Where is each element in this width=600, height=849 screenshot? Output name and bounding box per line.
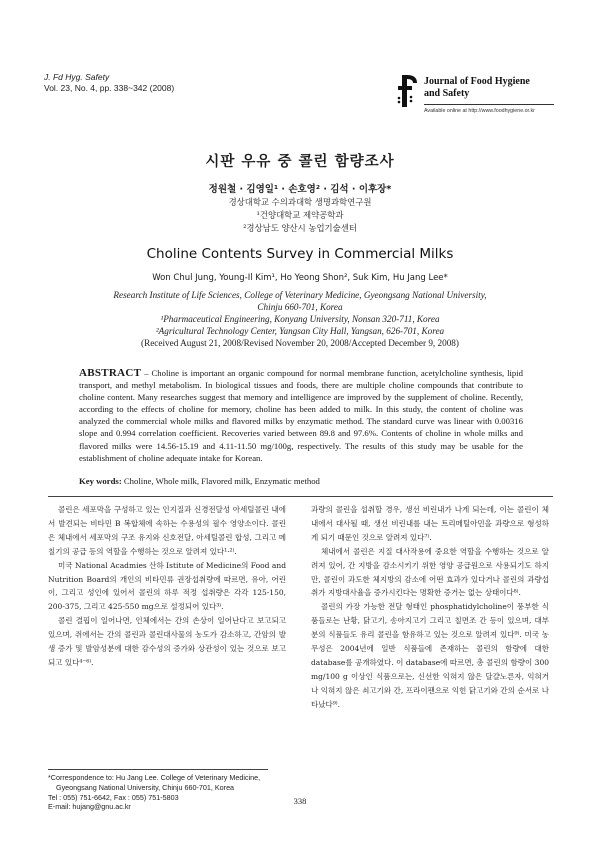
correspondence-footnote (48, 773, 286, 812)
journal-name-line2: and Safety (424, 88, 470, 99)
body-paragraph: 콜린 결핍이 일어나면, 인체에서는 간의 손상이 일어난다고 보고되고 있으며, 쥐에서는 간의 콜린과 콜린대사물의 농도가 감소하고, 간암의 발생 증가 및 발암성분에 대한 감수성의 증가와 상관성이 있는 것으로 보고되고 있다⁴⁻⁶⁾. (48, 616, 286, 667)
header-divider (424, 104, 554, 105)
journal-name-line1: Journal of Food Hygiene (424, 76, 530, 87)
body-left-column (48, 503, 286, 670)
english-affiliation-main-1: Research Institute of Life Sciences, College of Veterinary Medicine, Gyeongsang National University, (113, 290, 487, 300)
page-number: 338 (293, 796, 307, 806)
korean-title: 시판 우유 중 콜린 함량조사 (205, 154, 395, 170)
english-affiliation-main-2: Chinju 660-701, Korea (257, 302, 343, 312)
footnote-line: Gyeongsang National University, Chinju 660-701, Korea (56, 782, 235, 792)
abstract-text: – Choline is important an organic compound for normal membrane function, acetylcholine synthesis, lipid transport, and methyl metabolism. In biological tissues and foods, there are multiple choline compounds that contribute to choline content. Many researches suggest that memory and intelligence are improved by the supplement of choline. Recently, according to the effects of choline for memory, choline has been added to milk. In this study, the content of choline was analyzed the commercial whole milks and flavored milks by enzymatic method. The standard curve was linear with 0.00316 slope and 0.994 correlation coefficient. Recoveries varied between 89.8 and 97.6%. Contents of choline in whole milks and flavored milks were 14.56-15.19 and 4.11-11.50 mg/100g, respectively. The results of this study may be usable for the establishment of choline adequate intake for Korean. (79, 368, 523, 463)
body-paragraph: 체내에서 콜린은 지질 대사작용에 중요한 역할을 수행하는 것으로 알려져 있어, 간 지방을 감소시키기 위한 영양 공급원으로 사용되기도 하지만, 콜린이 과도한 체지방의 감소에 어떤 효과가 있다거나 콜린의 과량섭취가 지방대사율을 증가시킨다는 명확한 증거는 없는 상태이다⁸⁾. (311, 546, 549, 598)
english-affiliation-1: ¹Pharmaceutical Engineering, Konyang University, Nonsan 320-711, Korea (160, 314, 440, 324)
footnote-email[interactable]: E-mail: hujang@gnu.ac.kr (48, 802, 131, 812)
korean-authors: 정원철 · 김영일¹ · 손호영² · 김석 · 이후장* (208, 184, 392, 195)
english-affiliation-2: ²Agricultural Technology Center, Yangsan City Hall, Yangsan, 626-701, Korea (155, 326, 445, 336)
korean-affiliation-main: 경상대학교 수의과대학 생명과학연구원 (228, 197, 372, 207)
section-divider (48, 496, 553, 497)
body-paragraph: 미국 National Acadmies 산하 Istitute of Medicine의 Food and Nutrition Board의 개인의 비타민류 권장섭취량에 따르면, 유아, 어린이, 그리고 성인에 있어서 콜린의 하루 적정 섭취량은 각각 125-150, 200-375, 그리고 425-550 mg으로 설정되어 있다³⁾. (48, 560, 286, 612)
journal-citation (44, 72, 174, 94)
journal-logo-icon (396, 73, 418, 109)
keywords (79, 476, 529, 486)
body-right-column (311, 503, 549, 712)
korean-affiliation-1: ¹건양대학교 제약공학과 (256, 210, 344, 220)
received-dates: (Received August 21, 2008/Revised November 20, 2008/Accepted December 9, 2008) (141, 338, 459, 348)
body-paragraph: 콜린의 가장 가능한 전달 형태인 phosphatidylcholine이 풍부한 식품들로는 난황, 닭고기, 송아지고기 그리고 칠면조 간 등이 있으며, 대부분의 식품들도 유리 콜린을 함유하고 있는 것으로 알려져 있다⁹⁾. 미국 농무성은 2004년에 일반 식품들에 존재하는 콜린의 함량에 대한 database를 공개하였다. 이 database에 따르면, 총 콜린의 함량이 300 mg/100 g 이상인 식품으로는, 신선한 익혀지 않은 달걀노른자, 익혀거나 익혀지 않은 쇠고기와 간, 프라이팬으로 익힌 닭고기와 간의 순서로 나타났다⁹⁾. (311, 602, 549, 709)
footnote-divider (48, 769, 268, 770)
journal-name (424, 76, 530, 100)
body-paragraph: 콜린은 세포막을 구성하고 있는 인지질과 신경전달성 아세틸콜린 내에서 발견되는 비타민 B 복합체에 속하는 수용성의 필수 영양소이다. 콜린은 체내에서 세포막의 구조 유지와 신호전달, 아세틸콜린 합성, 그리고 메칠기의 공급 등의 역할을 수행하는 것으로 알려져 있다¹·²⁾. (48, 505, 286, 556)
footnote-line: *Correspondence to: Hu Jang Lee. College of Veterinary Medicine, (48, 773, 261, 782)
available-online-link[interactable]: Available online at http://www.foodhygiene.or.kr (424, 108, 535, 114)
body-paragraph: 과량의 콜린을 섭취할 경우, 생선 비린내가 나게 되는데, 이는 콜린이 체내에서 대사될 때, 생선 비린내를 내는 트리메틸아민을 과량으로 형성하게 되기 때문인 것으로 알려져 있다⁷⁾. (311, 505, 549, 542)
korean-affiliation-2: ²경상남도 양산시 농업기술센터 (243, 223, 357, 233)
volume-info: Vol. 23, No. 4, pp. 338~342 (2008) (44, 83, 175, 93)
keywords-label: Key words: (79, 476, 122, 486)
abstract (79, 367, 523, 464)
abstract-heading: ABSTRACT (79, 367, 142, 379)
footnote-line: Tel : 055) 751-6642, Fax : 055) 751-5803 (48, 792, 179, 802)
english-authors: Won Chul Jung, Young-Il Kim¹, Ho Yeong Shon², Suk Kim, Hu Jang Lee* (152, 273, 448, 283)
keywords-text: Choline, Whole milk, Flavored milk, Enzymatic method (121, 476, 320, 486)
english-title: Choline Contents Survey in Commercial Milks (146, 246, 454, 262)
journal-abbrev: J. Fd Hyg. Safety (44, 72, 110, 82)
